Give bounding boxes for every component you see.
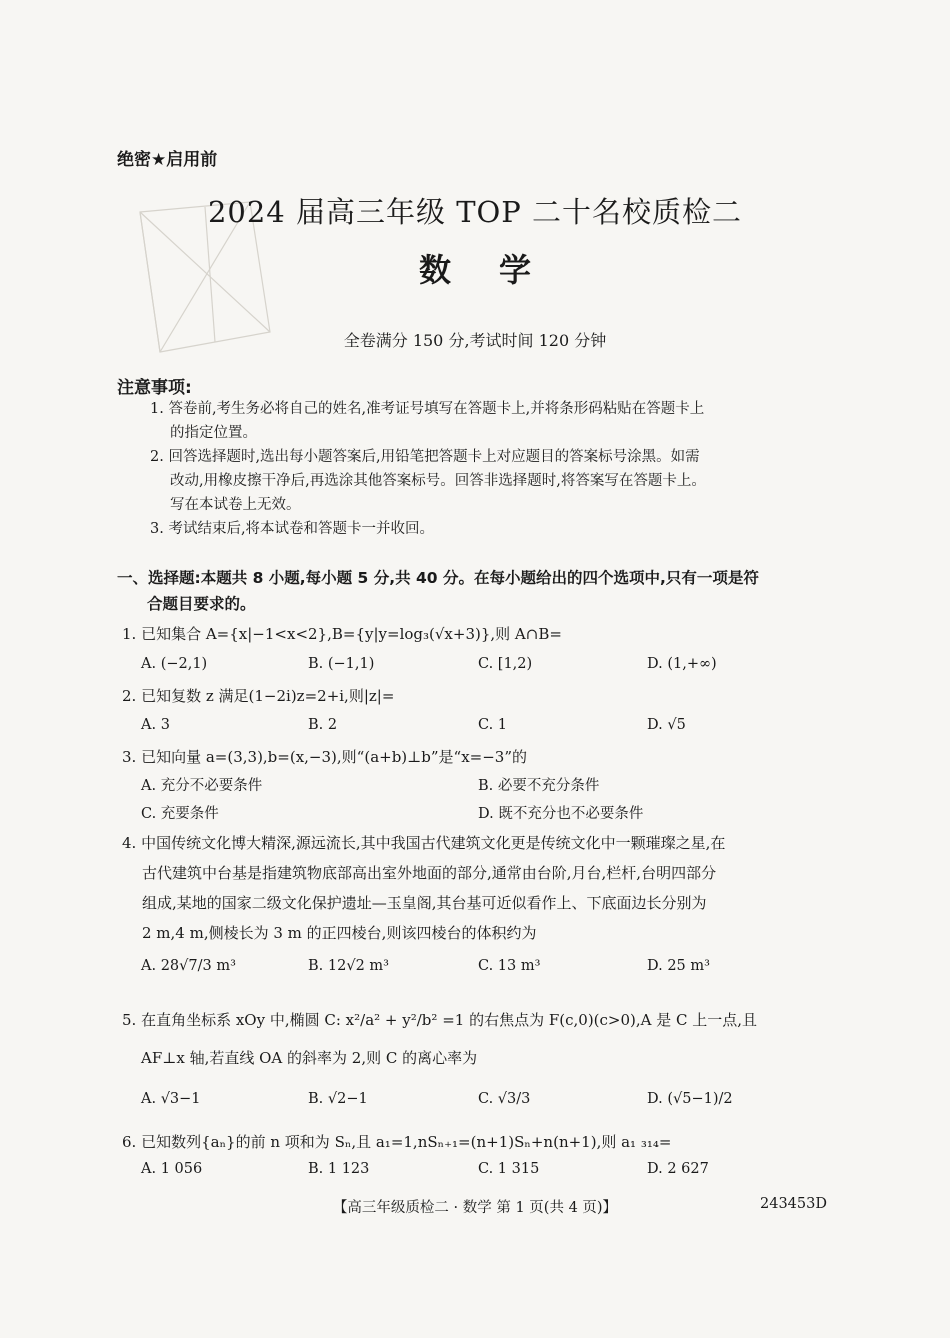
notice-title: 注意事项: [117, 378, 192, 398]
question-5-option-b: B. √2−1 [308, 1091, 368, 1107]
section-heading-line-2: 合题目要求的。 [147, 595, 256, 613]
question-6-option-b: B. 1 123 [308, 1161, 370, 1177]
subject-title: 数学 [418, 251, 579, 289]
question-5-option-c: C. √3/3 [478, 1091, 531, 1107]
notice-item-2 [150, 445, 800, 517]
question-4-line-4: 2 m,4 m,侧棱长为 3 m 的正四棱台,则该四棱台的体积约为 [142, 924, 537, 942]
question-6-option-a: A. 1 056 [141, 1161, 203, 1177]
footer-code: 243453D [760, 1196, 827, 1212]
question-1-option-b: B. (−1,1) [308, 656, 375, 672]
question-4-option-c: C. 13 m³ [478, 958, 541, 974]
question-5-line-1: 5. 在直角坐标系 xOy 中,椭圆 C: x²/a² + y²/b² =1 的右焦点为 F(c,0)(c>0),A 是 C 上一点,且 [122, 1011, 758, 1029]
notice-item-1-line-1: 1. 答卷前,考生务必将自己的姓名,准考证号填写在答题卡上,并将条形码粘贴在答题卡上 [150, 401, 705, 417]
notice-item-1-line-2: 的指定位置。 [170, 425, 257, 441]
question-6-stem: 6. 已知数列{aₙ}的前 n 项和为 Sₙ,且 a₁=1,nSₙ₊₁=(n+1)Sₙ+n(n+1),则 a₁ ₃₁₄= [122, 1133, 672, 1151]
question-2-option-a: A. 3 [141, 717, 170, 733]
question-2-option-b: B. 2 [308, 717, 338, 733]
question-3-option-d: D. 既不充分也不必要条件 [478, 806, 644, 822]
question-4-option-b: B. 12√2 m³ [308, 958, 389, 974]
confidential-label: 绝密★启用前 [117, 150, 218, 170]
notice-item-2-line-2: 改动,用橡皮擦干净后,再选涂其他答案标号。回答非选择题时,将答案写在答题卡上。 [170, 473, 706, 489]
question-3-option-c: C. 充要条件 [141, 806, 219, 822]
section-heading [117, 565, 817, 617]
notice-item-3: 3. 考试结束后,将本试卷和答题卡一并收回。 [150, 521, 435, 537]
question-3-option-a: A. 充分不必要条件 [141, 778, 263, 794]
footer-page-info: 【高三年级质检二 · 数学 第 1 页(共 4 页)】 [332, 1200, 618, 1216]
question-2-option-c: C. 1 [478, 717, 508, 733]
question-3-option-b: B. 必要不充分条件 [478, 778, 600, 794]
question-5-line-2: AF⊥x 轴,若直线 OA 的斜率为 2,则 C 的离心率为 [141, 1049, 478, 1067]
question-1-option-d: D. (1,+∞) [647, 656, 717, 672]
question-1-stem: 1. 已知集合 A={x|−1<x<2},B={y|y=log₃(√x+3)},则 A∩B= [122, 625, 562, 643]
question-6-option-d: D. 2 627 [647, 1161, 709, 1177]
question-6-option-c: C. 1 315 [478, 1161, 540, 1177]
question-1-option-a: A. (−2,1) [141, 656, 208, 672]
notice-item-2-line-1: 2. 回答选择题时,选出每小题答案后,用铅笔把答题卡上对应题目的答案标号涂黑。如需 [150, 449, 700, 465]
exam-title: 2024 届高三年级 TOP 二十名校质检二 [207, 195, 743, 229]
question-4-option-a: A. 28√7/3 m³ [141, 958, 236, 974]
question-5-option-d: D. (√5−1)/2 [647, 1091, 733, 1107]
question-2-stem: 2. 已知复数 z 满足(1−2i)z=2+i,则|z|= [122, 687, 395, 705]
question-4-option-d: D. 25 m³ [647, 958, 710, 974]
question-4-stem [122, 828, 822, 948]
notice-item-1 [150, 397, 800, 445]
notice-item-2-line-3: 写在本试卷上无效。 [170, 497, 301, 513]
question-3-stem: 3. 已知向量 a=(3,3),b=(x,−3),则“(a+b)⊥b”是“x=−3”的 [122, 748, 528, 766]
question-1-option-c: C. [1,2) [478, 656, 533, 672]
question-5-option-a: A. √3−1 [141, 1091, 201, 1107]
question-4-line-1: 4. 中国传统文化博大精深,源远流长,其中我国古代建筑文化更是传统文化中一颗璀璨之星,在 [122, 834, 726, 852]
question-4-line-2: 古代建筑中台基是指建筑物底部高出室外地面的部分,通常由台阶,月台,栏杆,台明四部分 [142, 864, 717, 882]
section-heading-line-1: 一、选择题:本题共 8 小题,每小题 5 分,共 40 分。在每小题给出的四个选项中,只有一项是符 [117, 569, 759, 587]
question-2-option-d: D. √5 [647, 717, 686, 733]
exam-info: 全卷满分 150 分,考试时间 120 分钟 [343, 331, 607, 350]
question-4-line-3: 组成,某地的国家二级文化保护遗址—玉皇阁,其台基可近似看作上、下底面边长分别为 [142, 894, 707, 912]
